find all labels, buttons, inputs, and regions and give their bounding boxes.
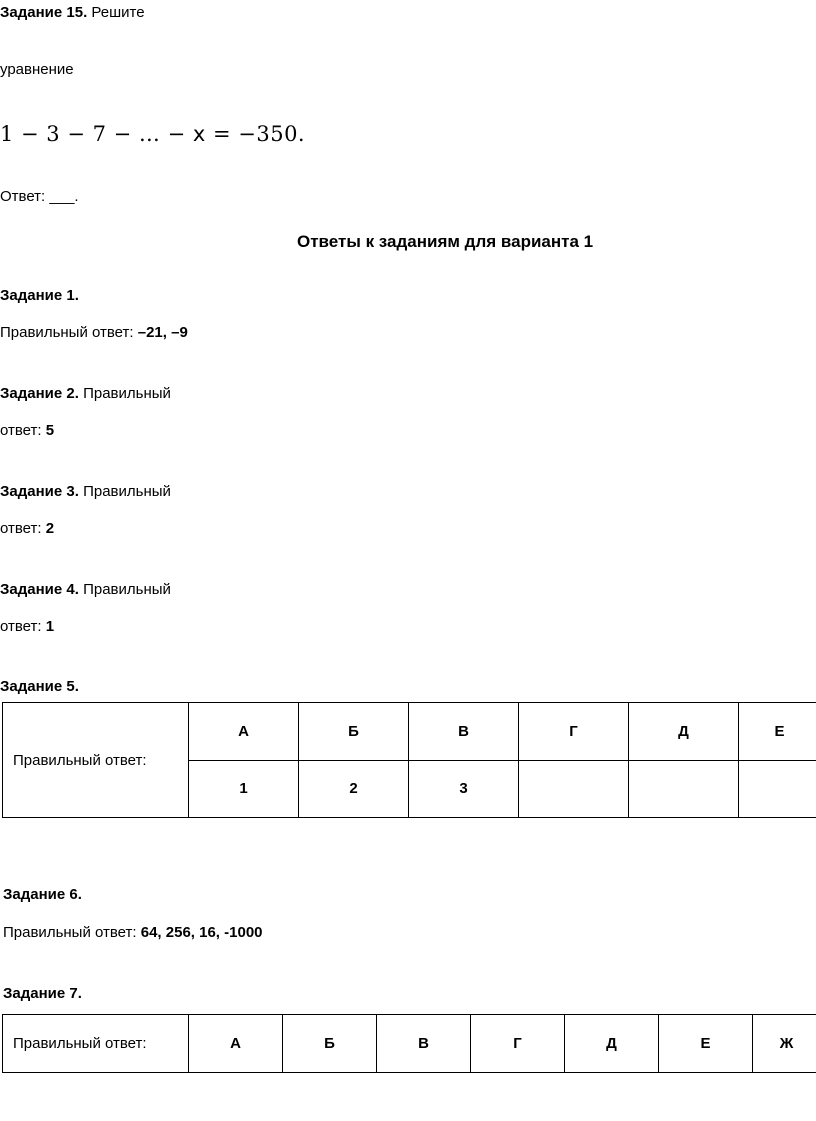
task15-line2: уравнение: [0, 61, 74, 78]
task4-text: Правильный: [78, 581, 171, 598]
equation-left: 1 − 3 − 7 − … −: [0, 122, 193, 146]
task7-header-cell: Д: [565, 1015, 659, 1073]
task15-equation: [0, 122, 305, 146]
task6-answer-prefix: Правильный ответ:: [3, 924, 141, 941]
task15-label: Задание 15.: [0, 4, 88, 21]
task5-header-row: [3, 703, 816, 761]
task3-answer: [0, 520, 54, 537]
equation-right: = −350.: [205, 122, 306, 146]
task5-header-cell: Е: [739, 703, 816, 761]
task5-value-cell: [519, 760, 629, 818]
task4-answer-prefix: ответ:: [0, 618, 46, 635]
task7-header-cell: Е: [659, 1015, 753, 1073]
task4-answer-value: 1: [45, 618, 55, 635]
task1-answer-value: –21, –9: [137, 324, 188, 341]
task7-header-cell: Ж: [753, 1015, 816, 1073]
task7-label: Задание 7.: [3, 985, 82, 1002]
task4-line1: [0, 581, 171, 598]
task6-label: Задание 6.: [3, 886, 82, 903]
answers-heading: Ответы к заданиям для варианта 1: [297, 232, 594, 251]
task7-header-cell: В: [377, 1015, 471, 1073]
task2-text: Правильный: [78, 385, 171, 402]
task3-line1: [0, 483, 171, 500]
task2-answer-value: 5: [45, 422, 55, 439]
task15-text: Решите: [91, 4, 145, 21]
task7-header-cell: А: [189, 1015, 283, 1073]
task3-text: Правильный: [78, 483, 171, 500]
task5-value-cell: 3: [409, 760, 519, 818]
task5-header-cell: Г: [519, 703, 629, 761]
task7-table-label: Правильный ответ:: [3, 1015, 189, 1073]
task5-answer-table: [2, 702, 816, 818]
task1-answer-prefix: Правильный ответ:: [0, 324, 138, 341]
task5-value-cell: [629, 760, 739, 818]
task2-line1: [0, 385, 171, 402]
task5-table-label: Правильный ответ:: [3, 703, 189, 818]
task7-header-cell: Б: [283, 1015, 377, 1073]
task5-header-cell: Б: [299, 703, 409, 761]
task1-label: Задание 1.: [0, 287, 79, 304]
task3-label: Задание 3.: [0, 483, 79, 500]
task5-header-cell: А: [189, 703, 299, 761]
task7-answer-table: [2, 1014, 816, 1073]
task15-answer: Ответ: ___.: [0, 188, 79, 205]
task15-line1: [0, 4, 145, 21]
task5-value-cell: 2: [299, 760, 409, 818]
task1-answer: [0, 324, 188, 341]
task2-answer-prefix: ответ:: [0, 422, 46, 439]
task5-header-cell: В: [409, 703, 519, 761]
task3-answer-prefix: ответ:: [0, 520, 46, 537]
task5-label: Задание 5.: [0, 678, 79, 695]
task6-answer: [3, 924, 263, 941]
task3-answer-value: 2: [45, 520, 55, 537]
task5-header-cell: Д: [629, 703, 739, 761]
equation-variable: x: [192, 122, 206, 146]
task2-answer: [0, 422, 54, 439]
task6-answer-value: 64, 256, 16, -1000: [140, 924, 263, 941]
task7-header-cell: Г: [471, 1015, 565, 1073]
task2-label: Задание 2.: [0, 385, 79, 402]
task5-value-cell: 1: [189, 760, 299, 818]
task4-answer: [0, 618, 54, 635]
task5-value-cell: [739, 760, 816, 818]
task4-label: Задание 4.: [0, 581, 79, 598]
task7-header-row: [3, 1015, 816, 1073]
